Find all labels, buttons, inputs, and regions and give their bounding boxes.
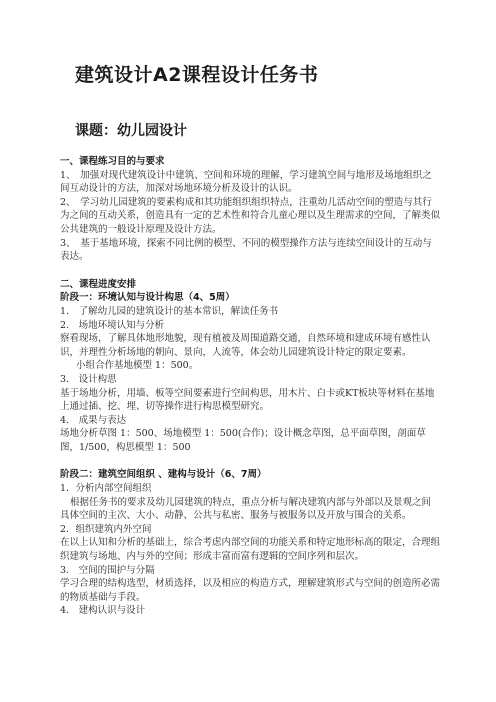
stage2-line: 3. 空间的围护与分隔 bbox=[60, 564, 155, 576]
stage1-line: 4. 成果与表达 bbox=[60, 414, 127, 426]
stage1-line: 察看现场，了解具体地形地貌，现有植被及周围道路交通，自然环境和建成环境有感性认识，并理性分析场地的朝向、景向，人流等，体会幼儿园建筑设计特定的限定要素。 bbox=[60, 333, 431, 358]
stage2-line: 根据任务书的要求及幼儿园建筑的特点，重点分析与解决建筑内部与外部以及景观之间具体空间的主次、大小、动静、公共与私密、服务与被服务以及开放与围合的关系。 bbox=[60, 496, 432, 522]
section2-heading: 二、课程进度安排 bbox=[60, 278, 137, 290]
stage2-line: 4. 建构认识与设计 bbox=[60, 605, 146, 617]
subject-heading: 课题：幼儿园设计 bbox=[75, 123, 187, 139]
spacer bbox=[60, 264, 440, 278]
stage2-line: 1．分析内部空间组织 bbox=[60, 483, 152, 495]
section1-item-2: 2、 学习幼儿园建筑的要素构成和其功能组织组织特点，注重幼儿活动空间的塑造与其行为之间的互动关系，创造具有一定的艺术性和符合儿童心理以及生理需求的空间，了解类似公共建筑的一般设计原理及设计方法。 bbox=[60, 196, 441, 235]
stage2-heading: 阶段二：建筑空间组织 、建构与设计（6、7周） bbox=[60, 469, 267, 481]
spacer bbox=[60, 454, 440, 468]
section1-item-1: 1、 加强对现代建筑设计中建筑、空间和环境的理解，学习建筑空间与地形及场地组织之间互动设计的方法，加深对场地环境分析及设计的认识。 bbox=[60, 169, 432, 195]
section1-item-3: 3、 基于基地环境，探索不同比例的模型、不同的模型操作方法与连续空间设计的互动与表达。 bbox=[60, 237, 432, 263]
stage2-line: 学习合理的结构选型，材质选择，以及相应的构造方式，理解建筑形式与空间的创造所必需的物质基础与手段。 bbox=[60, 578, 441, 603]
stage1-line: 小组合作基地模型 1：500。 bbox=[76, 360, 199, 372]
stage1-line: 1. 了解幼儿园的建筑设计的基本常识，解读任务书 bbox=[60, 305, 279, 317]
stage2-line: 在以上认知和分析的基础上，综合考虑内部空间的功能关系和特定地形标高的限定，合理组织建筑与场地、内与外的空间；形成丰富而富有逻辑的空间序列和层次。 bbox=[60, 537, 441, 563]
document-body bbox=[60, 155, 440, 618]
section1-heading: 一、课程练习目的与要求 bbox=[60, 156, 165, 167]
stage1-heading: 阶段一：环境认知与设计构思（4、5周） bbox=[60, 292, 235, 304]
document-title: 建筑设计A2课程设计任务书 bbox=[75, 64, 319, 86]
stage1-line: 基于场地分析，用墙、板等空间要素进行空间构思，用木片、白卡或KT板块等材料在基地上通过插、挖、埋、切等操作进行构思模型研究。 bbox=[60, 387, 435, 413]
stage1-line: 3. 设计构思 bbox=[60, 373, 117, 385]
stage2-line: 2．组织建筑内外空间 bbox=[60, 523, 152, 535]
stage1-line: 场地分析草图 1：500、场地模型 1：500(合作)；设计概念草图，总平面草图，剖面草图，1/500，构思模型 1：500 bbox=[60, 428, 426, 453]
stage1-line: 2. 场地环境认知与分析 bbox=[60, 319, 165, 331]
